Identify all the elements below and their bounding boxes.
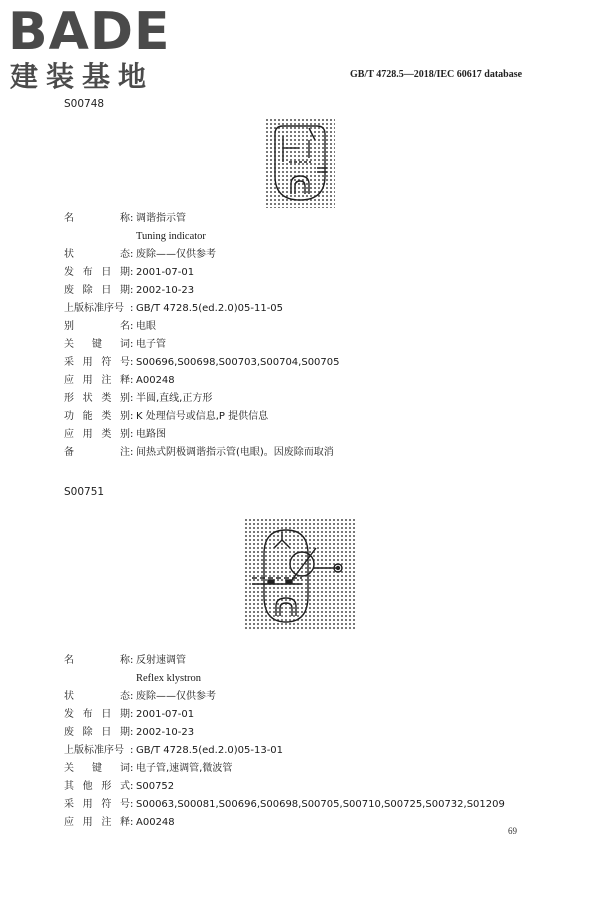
field-row: 状 态 : 废除——仅供参考 — [64, 688, 544, 706]
field-label: 应 用 注 释 — [64, 375, 130, 386]
field-value: 电子管,速调管,微波管 — [136, 763, 233, 774]
name-row: 名 称 : 反射速调管 — [64, 652, 544, 670]
entry-s00748 — [64, 210, 544, 462]
field-label: 关 键 词 — [64, 763, 130, 774]
tuning-indicator-symbol — [265, 118, 335, 208]
field-value: 电眼 — [136, 321, 156, 332]
field-value: A00248 — [136, 375, 175, 386]
bade-logo — [8, 2, 183, 94]
field-label: 废 除 日 期 — [64, 285, 130, 296]
reflex-klystron-symbol — [244, 518, 356, 630]
field-label: 上版标准序号 — [64, 303, 124, 314]
field-label: 其 他 形 式 — [64, 781, 130, 792]
entry-s00751 — [64, 652, 544, 832]
field-label: 采 用 符 号 — [64, 799, 130, 810]
field-row: 关 键 词 : 电子管 — [64, 336, 544, 354]
field-label: 功 能 类 别 — [64, 411, 130, 422]
field-value: 间热式阴极调谐指示管(电眼)。因废除而取消 — [136, 447, 334, 458]
field-row: 发 布 日 期 : 2001-07-01 — [64, 264, 544, 282]
name-en-value: Tuning indicator — [136, 231, 206, 242]
field-label: 备 注 — [64, 447, 130, 458]
entry-code: S00751 — [64, 486, 105, 498]
logo-subtitle: 建装基地 — [10, 60, 155, 93]
field-value: S00696,S00698,S00703,S00704,S00705 — [136, 357, 340, 368]
standard-header: GB/T 4728.5—2018/IEC 60617 database — [350, 69, 523, 80]
field-value: 半圆,直线,正方形 — [136, 393, 213, 404]
field-value: 2002-10-23 — [136, 285, 195, 296]
field-row: 废 除 日 期 : 2002-10-23 — [64, 724, 544, 742]
field-label: 形 状 类 别 — [64, 393, 130, 404]
field-row: 采 用 符 号 : S00696,S00698,S00703,S00704,S00705 — [64, 354, 544, 372]
name-en-row — [64, 670, 544, 688]
field-value: S00752 — [136, 781, 175, 792]
field-value: 废除——仅供参考 — [136, 691, 216, 702]
field-row: 上版标准序号 : GB/T 4728.5(ed.2.0)05-13-01 — [64, 742, 544, 760]
field-row: 形 状 类 别 : 半圆,直线,正方形 — [64, 390, 544, 408]
name-value: 反射速调管 — [136, 655, 186, 666]
field-row: 发 布 日 期 : 2001-07-01 — [64, 706, 544, 724]
field-row: 应 用 类 别 : 电路图 — [64, 426, 544, 444]
field-label: 应 用 类 别 — [64, 429, 130, 440]
name-en-value: Reflex klystron — [136, 673, 202, 684]
field-row: 别 名 : 电眼 — [64, 318, 544, 336]
name-label: 名 称 — [64, 655, 130, 666]
field-label: 别 名 — [64, 321, 130, 332]
field-row: 废 除 日 期 : 2002-10-23 — [64, 282, 544, 300]
logo-wordmark: BADE — [8, 2, 171, 62]
field-value: 电路图 — [136, 429, 166, 440]
field-label: 上版标准序号 — [64, 745, 124, 756]
field-value: K 处理信号或信息,P 提供信息 — [136, 411, 269, 422]
name-row: 名 称 : 调谐指示管 — [64, 210, 544, 228]
name-value: 调谐指示管 — [136, 213, 186, 224]
field-value: A00248 — [136, 817, 175, 828]
field-row: 关 键 词 : 电子管,速调管,微波管 — [64, 760, 544, 778]
field-row: 功 能 类 别 : K 处理信号或信息,P 提供信息 — [64, 408, 544, 426]
field-label: 应 用 注 释 — [64, 817, 130, 828]
field-label: 关 键 词 — [64, 339, 130, 350]
field-row: 状 态 : 废除——仅供参考 — [64, 246, 544, 264]
field-label: 采 用 符 号 — [64, 357, 130, 368]
field-row: 上版标准序号 : GB/T 4728.5(ed.2.0)05-11-05 — [64, 300, 544, 318]
entry-code: S00748 — [64, 98, 105, 110]
field-value: 2001-07-01 — [136, 267, 195, 278]
tuning-indicator-drawing — [265, 118, 335, 208]
name-en-row — [64, 228, 544, 246]
name-label: 名 称 — [64, 213, 130, 224]
field-row: 采 用 符 号 : S00063,S00081,S00696,S00698,S00705,S00710,S00725,S00732,S01209 — [64, 796, 544, 814]
reflex-klystron-drawing — [244, 518, 356, 630]
field-value: 2001-07-01 — [136, 709, 195, 720]
field-value: S00063,S00081,S00696,S00698,S00705,S00710,S00725,S00732,S01209 — [136, 799, 505, 810]
field-row: 应 用 注 释 : A00248 — [64, 814, 544, 832]
field-value: 废除——仅供参考 — [136, 249, 216, 260]
field-label: 废 除 日 期 — [64, 727, 130, 738]
field-row: 其 他 形 式 : S00752 — [64, 778, 544, 796]
page-number: 69 — [508, 826, 517, 836]
field-value: 2002-10-23 — [136, 727, 195, 738]
field-value: GB/T 4728.5(ed.2.0)05-11-05 — [136, 303, 284, 314]
field-row: 备 注 : 间热式阴极调谐指示管(电眼)。因废除而取消 — [64, 444, 544, 462]
field-label: 发 布 日 期 — [64, 709, 130, 720]
field-label: 状 态 — [64, 691, 130, 702]
field-label: 状 态 — [64, 249, 130, 260]
field-value: GB/T 4728.5(ed.2.0)05-13-01 — [136, 745, 284, 756]
field-value: 电子管 — [136, 339, 166, 350]
field-label: 发 布 日 期 — [64, 267, 130, 278]
field-row: 应 用 注 释 : A00248 — [64, 372, 544, 390]
